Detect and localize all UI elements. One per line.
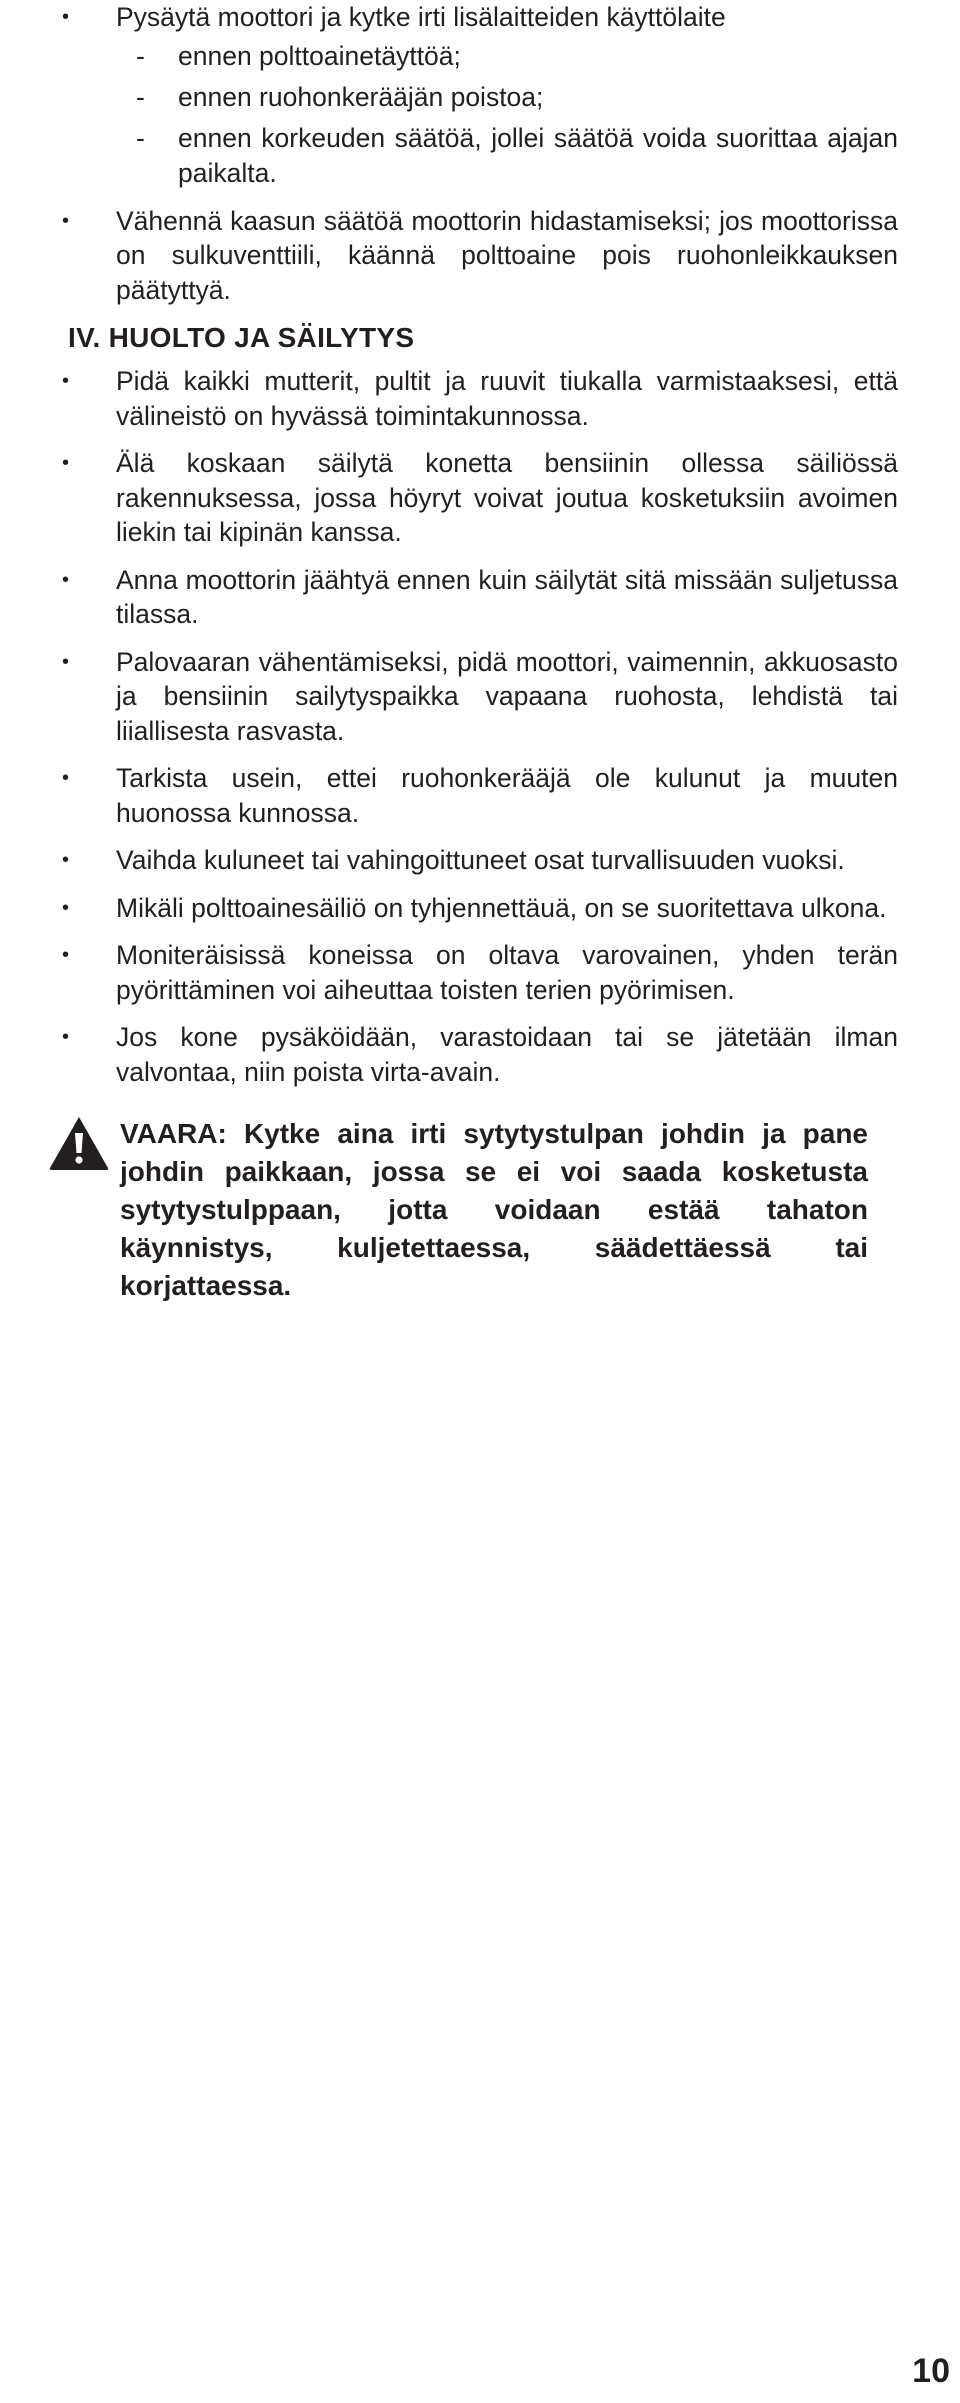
list-item — [48, 204, 898, 308]
danger-warning — [48, 1115, 868, 1305]
list-item-text: Jos kone pysäköidään, varastoidaan tai se jätetään ilman valvontaa, niin poista virta-avain. — [116, 1022, 898, 1087]
dash-icon: - — [136, 40, 145, 71]
bullet-icon: • — [62, 6, 70, 28]
list-item-text: Tarkista usein, ettei ruohonkerääjä ole kulunut ja muuten huonossa kunnossa. — [116, 763, 898, 828]
list-item-text: Pidä kaikki mutterit, pultit ja ruuvit tiukalla varmistaaksesi, että välineistö on hyvässä toimintakunnossa. — [116, 366, 898, 431]
bullet-icon: • — [62, 1026, 70, 1048]
bullet-icon: • — [62, 849, 70, 871]
list-item-text: Älä koskaan säilytä konetta bensiinin ollessa säiliössä rakennuksessa, jossa höyryt voivat joutua kosketuksiin avoimen liekin tai kipinän kanssa. — [116, 448, 898, 547]
maintenance-list — [48, 364, 898, 1089]
bullet-icon: • — [62, 568, 70, 591]
bullet-icon: • — [62, 896, 70, 919]
warning-triangle-icon — [48, 1115, 110, 1171]
content-column — [48, 0, 898, 1305]
dash-icon: - — [136, 81, 145, 112]
list-item-text: Anna moottorin jäähtyä ennen kuin säilytät sitä missään suljetussa tilassa. — [116, 564, 898, 629]
section-heading: IV. HUOLTO JA SÄILYTYS — [68, 322, 415, 353]
sub-list-item — [116, 39, 898, 74]
dash-icon: - — [136, 122, 145, 153]
list-item — [48, 891, 898, 926]
list-item — [48, 364, 898, 433]
continued-list — [48, 0, 898, 307]
sub-list-item — [116, 121, 898, 191]
list-item-text: Pysäytä moottori ja kytke irti lisälaitteiden käyttölaite — [116, 2, 726, 32]
list-item — [48, 446, 898, 550]
list-item — [48, 563, 898, 632]
sub-list-item — [116, 80, 898, 115]
bullet-icon: • — [62, 944, 70, 966]
bullet-icon: • — [62, 370, 70, 392]
list-item-text: Vähennä kaasun säätöä moottorin hidastamiseksi; jos moottorissa on sulkuventtiili, käännä polttoaine pois ruohonleikkauksen päätyttyä. — [116, 205, 898, 305]
bullet-icon: • — [62, 767, 70, 789]
list-item — [48, 938, 898, 1007]
page-number: 10 — [912, 2352, 950, 2390]
list-item-text: Vaihda kuluneet tai vahingoittuneet osat turvallisuuden vuoksi. — [116, 845, 845, 875]
list-item — [48, 645, 898, 749]
sub-list-item-text: ennen ruohonkerääjän poistoa; — [178, 81, 544, 112]
bullet-icon: • — [62, 452, 70, 474]
bullet-icon: • — [62, 650, 70, 673]
list-item-text: Moniteräisissä koneissa on oltava varovainen, yhden terän pyörittäminen voi aiheuttaa toisten terien pyörimisen. — [116, 940, 898, 1005]
bullet-icon: • — [62, 209, 70, 232]
list-item — [48, 0, 898, 191]
list-item-text: Palovaaran vähentämiseksi, pidä moottori, vaimennin, akkuosasto ja bensiinin sailytyspaikka vapaana ruohosta, lehdistä tai liiallisesta rasvasta. — [116, 646, 898, 746]
list-item — [48, 1020, 898, 1089]
sub-list — [116, 39, 898, 191]
warning-text: VAARA: Kytke aina irti sytytystulpan johdin ja pane johdin paikkaan, jossa se ei voi saada kosketusta sytytystulppaan, jotta voidaan estää tahaton käynnistys, kuljetettaessa, säädettäessä tai korjattaessa. — [120, 1118, 868, 1301]
list-item — [48, 761, 898, 830]
list-item-text: Mikäli polttoainesäiliö on tyhjennettäuä, on se suoritettava ulkona. — [116, 892, 887, 923]
list-item — [48, 843, 898, 878]
sub-list-item-text: ennen korkeuden säätöä, jollei säätöä voida suorittaa ajajan paikalta. — [178, 122, 898, 188]
sub-list-item-text: ennen polttoainetäyttöä; — [178, 40, 461, 71]
